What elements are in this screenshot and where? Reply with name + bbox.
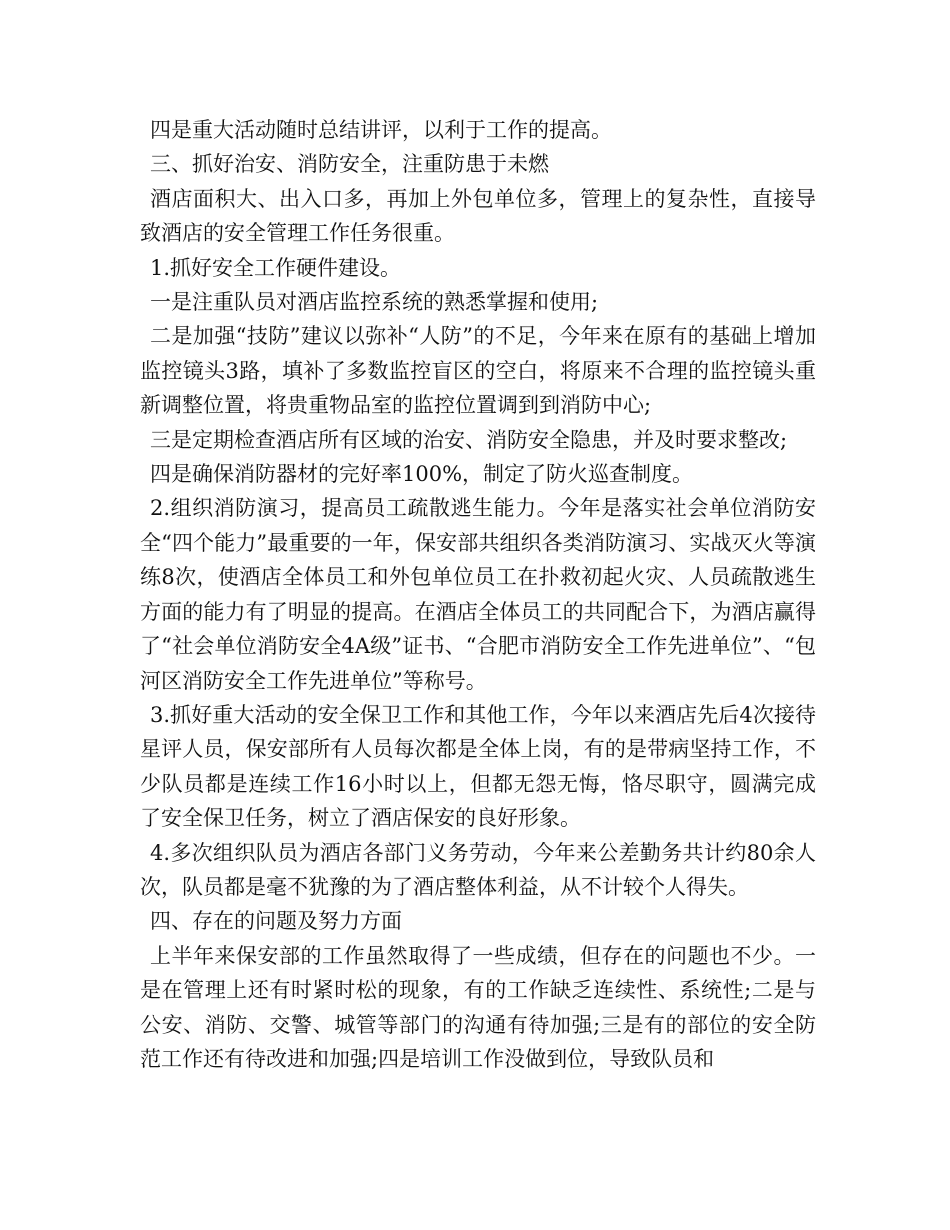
item-heading-hardware: 1.抓好安全工作硬件建设。 xyxy=(150,255,402,280)
paragraph-hazard-inspection: 三是定期检查酒店所有区域的治安、消防安全隐患，并及时要求整改; xyxy=(150,427,788,452)
paragraph-hotel-overview: 酒店面积大、出入口多，再加上外包单位多，管理上的复杂性，直接导致酒店的安全管理工作任务很重。 xyxy=(140,186,816,246)
paragraph-fire-equipment: 四是确保消防器材的完好率100%，制定了防火巡查制度。 xyxy=(150,462,694,487)
section-heading-security-fire: 三、抓好治安、消防安全，注重防患于未燃 xyxy=(150,152,549,177)
paragraph-major-events: 3.抓好重大活动的安全保卫工作和其他工作，今年以来酒店先后4次接待星评人员，保安部所有人员每次都是全体上岗，有的是带病坚持工作，不少队员都是连续工作16小时以上，但都无怨无悔，恪尽职守，圆满完成了安全保卫任务，树立了酒店保安的良好形象。 xyxy=(140,702,816,831)
paragraph-volunteer-labor: 4.多次组织队员为酒店各部门义务劳动，今年来公差勤务共计约80余人次，队员都是毫不犹豫的为了酒店整体利益，从不计较个人得失。 xyxy=(140,840,816,899)
paragraph-fire-drills: 2.组织消防演习，提高员工疏散逃生能力。今年是落实社会单位消防安全“四个能力”最重要的一年，保安部共组织各类消防演习、实战灭火等演练8次，使酒店全体员工和外包单位员工在扑救初起火灾、人员疏散逃生方面的能力有了明显的提高。在酒店全体员工的共同配合下，为酒店赢得了“社会单位消防安全4A级”证书、“合肥市消防安全工作先进单位”、“包河区消防安全工作先进单位”等称号。 xyxy=(140,496,816,693)
document-page xyxy=(140,113,816,1076)
section-heading-problems: 四、存在的问题及努力方面 xyxy=(150,909,402,934)
paragraph-technical-defense: 二是加强“技防”建议以弥补“人防”的不足，今年来在原有的基础上增加监控镜头3路，填补了多数监控盲区的空白，将原来不合理的监控镜头重新调整位置，将贵重物品室的监控位置调到到消防中心; xyxy=(140,324,816,418)
paragraph-summary-review: 四是重大活动随时总结讲评，以利于工作的提高。 xyxy=(150,118,612,142)
paragraph-monitoring-system: 一是注重队员对酒店监控系统的熟悉掌握和使用; xyxy=(150,290,599,315)
paragraph-problems-detail: 上半年来保安部的工作虽然取得了一些成绩，但存在的问题也不少。一是在管理上还有时紧时松的现象，有的工作缺乏连续性、系统性;二是与公安、消防、交警、城管等部门的沟通有待加强;三是有的部位的安全防范工作还有待改进和加强;四是培训工作没做到位，导致队员和 xyxy=(140,943,816,1071)
